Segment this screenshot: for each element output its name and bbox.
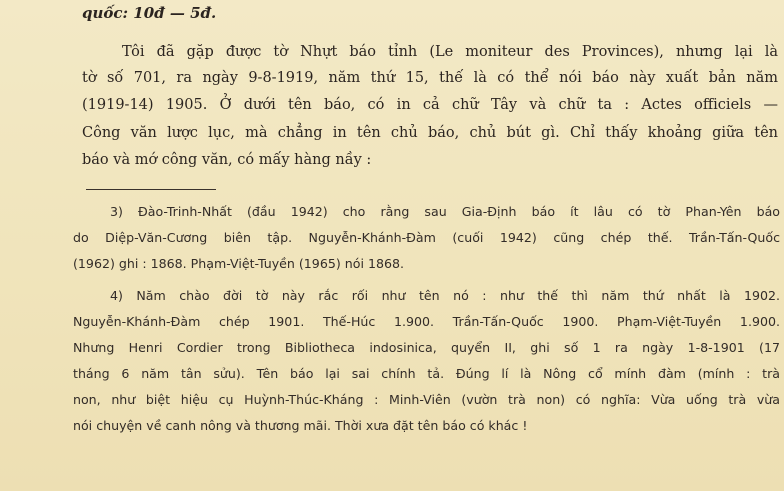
paragraph-line: tờ số 701, ra ngày 9-8-1919, năm thứ 15, thế là có thể nói báo này xuất bản năm xyxy=(82,70,778,86)
footnote-line: Nhưng Henri Cordier trong Bibliotheca indosinica, quyển II, ghi số 1 ra ngày 1-8-1901 (17 xyxy=(73,340,780,355)
paragraph-line: báo và mớ công văn, có mấy hàng nầy : xyxy=(82,152,372,168)
footnote-line: tháng 6 năm tân sửu). Tên báo lại sai chính tả. Đúng lí là Nông cổ mính đàm (mính : trà xyxy=(73,366,780,381)
footnote-line: 4) Năm chào đời tờ này rắc rối như tên nó : như thế thì năm thứ nhất là 1902. xyxy=(110,288,780,303)
header-fragment: quốc: 10đ — 5đ. xyxy=(82,4,217,22)
paragraph-line: Công văn lược lục, mà chẳng in tên chủ báo, chủ bút gì. Chỉ thấy khoảng giữa tên xyxy=(82,125,778,141)
footnote-line: do Diệp-Văn-Cương biên tập. Nguyễn-Khánh-Đàm (cuối 1942) cũng chép thế. Trần-Tấn-Quốc xyxy=(73,230,780,245)
footnote-line: Nguyễn-Khánh-Đàm chép 1901. Thế-Húc 1.900. Trần-Tấn-Quốc 1900. Phạm-Việt-Tuyền 1.900. xyxy=(73,314,780,329)
footnote-line: (1962) ghi : 1868. Phạm-Việt-Tuyền (1965) nói 1868. xyxy=(73,256,405,271)
footnote-line: 3) Đào-Trinh-Nhất (đầu 1942) cho rằng sau Gia-Định báo ít lâu có tờ Phan-Yên báo xyxy=(110,204,780,219)
footnote-line: nói chuyện về canh nông và thương mãi. Thời xưa đặt tên báo có khác ! xyxy=(73,418,528,433)
footnote-line: non, như biệt hiệu cụ Huỳnh-Thúc-Kháng : Minh-Viên (vườn trà non) có nghĩa: Vừa uống trà vừa xyxy=(73,392,780,407)
paragraph-line: (1919-14) 1905. Ở dưới tên báo, có in cả chữ Tây và chữ ta : Actes officiels — xyxy=(82,97,778,113)
footnote-divider xyxy=(86,189,216,190)
paragraph-line: Tôi đã gặp được tờ Nhựt báo tỉnh (Le moniteur des Provinces), nhưng lại là xyxy=(122,44,778,60)
